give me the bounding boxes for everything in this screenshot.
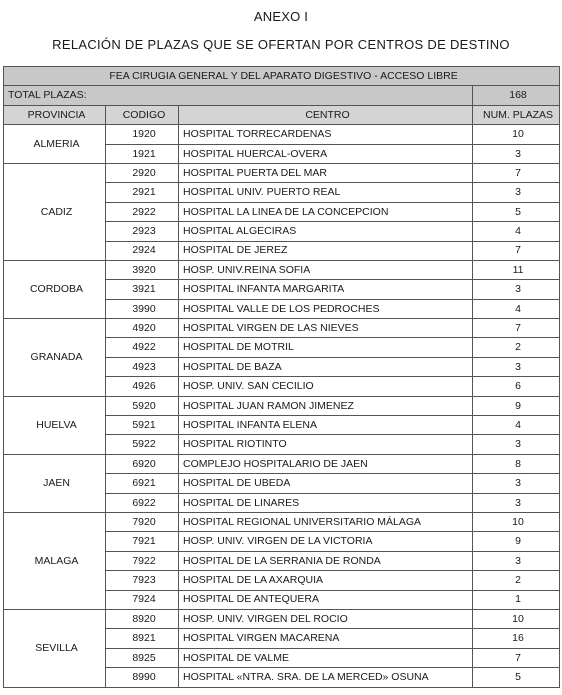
codigo-cell: 7924 <box>106 590 179 609</box>
total-label: TOTAL PLAZAS: <box>4 86 473 105</box>
plazas-cell: 10 <box>473 609 560 628</box>
table-row <box>4 512 560 531</box>
document-title: ANEXO I <box>253 9 309 24</box>
plazas-cell: 3 <box>473 280 560 299</box>
plazas-cell: 9 <box>473 532 560 551</box>
centro-cell: HOSPITAL RIOTINTO <box>179 435 473 454</box>
centro-cell: HOSPITAL VIRGEN DE LAS NIEVES <box>179 319 473 338</box>
table-row <box>4 609 560 628</box>
plazas-cell: 10 <box>473 512 560 531</box>
centro-cell: HOSPITAL PUERTA DEL MAR <box>179 163 473 182</box>
centro-cell: HOSPITAL DE VALME <box>179 648 473 667</box>
centro-cell: HOSPITAL LA LINEA DE LA CONCEPCION <box>179 202 473 221</box>
header-provincia: PROVINCIA <box>4 105 106 124</box>
province-cell: MALAGA <box>4 512 106 609</box>
plazas-cell: 3 <box>473 474 560 493</box>
centro-cell: HOSP. UNIV. SAN CECILIO <box>179 377 473 396</box>
codigo-cell: 2921 <box>106 183 179 202</box>
codigo-cell: 7920 <box>106 512 179 531</box>
codigo-cell: 2924 <box>106 241 179 260</box>
header-centro: CENTRO <box>179 105 473 124</box>
province-cell: GRANADA <box>4 319 106 397</box>
codigo-cell: 7923 <box>106 571 179 590</box>
codigo-cell: 2920 <box>106 163 179 182</box>
centro-cell: HOSP. UNIV. VIRGEN DE LA VICTORIA <box>179 532 473 551</box>
codigo-cell: 5922 <box>106 435 179 454</box>
codigo-cell: 2922 <box>106 202 179 221</box>
header-row <box>4 105 560 124</box>
codigo-cell: 8920 <box>106 609 179 628</box>
codigo-cell: 4926 <box>106 377 179 396</box>
document-subtitle: RELACIÓN DE PLAZAS QUE SE OFERTAN POR CENTROS DE DESTINO <box>52 37 510 52</box>
plazas-cell: 3 <box>473 551 560 570</box>
codigo-cell: 3921 <box>106 280 179 299</box>
plazas-cell: 4 <box>473 299 560 318</box>
province-cell: ALMERIA <box>4 125 106 164</box>
table-banner-row <box>4 67 560 86</box>
table-row <box>4 396 560 415</box>
plazas-cell: 10 <box>473 125 560 144</box>
centro-cell: HOSPITAL REGIONAL UNIVERSITARIO MÁLAGA <box>179 512 473 531</box>
plazas-cell: 9 <box>473 396 560 415</box>
codigo-cell: 4923 <box>106 357 179 376</box>
plazas-cell: 3 <box>473 357 560 376</box>
centro-cell: HOSP. UNIV. VIRGEN DEL ROCIO <box>179 609 473 628</box>
codigo-cell: 5920 <box>106 396 179 415</box>
province-cell: CORDOBA <box>4 260 106 318</box>
plazas-cell: 2 <box>473 338 560 357</box>
plazas-cell: 11 <box>473 260 560 279</box>
province-cell: SEVILLA <box>4 609 106 687</box>
plazas-cell: 5 <box>473 202 560 221</box>
centro-cell: HOSPITAL DE LA SERRANIA DE RONDA <box>179 551 473 570</box>
centro-cell: HOSPITAL DE LINARES <box>179 493 473 512</box>
table-banner: FEA CIRUGIA GENERAL Y DEL APARATO DIGESTIVO - ACCESO LIBRE <box>4 67 560 86</box>
codigo-cell: 8990 <box>106 668 179 687</box>
codigo-cell: 6922 <box>106 493 179 512</box>
province-cell: HUELVA <box>4 396 106 454</box>
centro-cell: HOSPITAL DE ANTEQUERA <box>179 590 473 609</box>
codigo-cell: 7922 <box>106 551 179 570</box>
centro-cell: HOSPITAL UNIV. PUERTO REAL <box>179 183 473 202</box>
centro-cell: HOSPITAL JUAN RAMON JIMENEZ <box>179 396 473 415</box>
codigo-cell: 8921 <box>106 629 179 648</box>
plazas-cell: 1 <box>473 590 560 609</box>
table-row <box>4 163 560 182</box>
centro-cell: HOSPITAL DE BAZA <box>179 357 473 376</box>
plazas-cell: 3 <box>473 493 560 512</box>
codigo-cell: 4922 <box>106 338 179 357</box>
centro-cell: HOSPITAL DE MOTRIL <box>179 338 473 357</box>
province-cell: CADIZ <box>4 163 106 260</box>
codigo-cell: 1921 <box>106 144 179 163</box>
plazas-cell: 5 <box>473 668 560 687</box>
plazas-cell: 3 <box>473 144 560 163</box>
codigo-cell: 2923 <box>106 222 179 241</box>
centro-cell: COMPLEJO HOSPITALARIO DE JAEN <box>179 454 473 473</box>
header-plazas: NUM. PLAZAS <box>473 105 560 124</box>
plazas-cell: 2 <box>473 571 560 590</box>
centro-cell: HOSPITAL VALLE DE LOS PEDROCHES <box>179 299 473 318</box>
plazas-cell: 7 <box>473 163 560 182</box>
centro-cell: HOSPITAL DE JEREZ <box>179 241 473 260</box>
centro-cell: HOSPITAL INFANTA MARGARITA <box>179 280 473 299</box>
codigo-cell: 6921 <box>106 474 179 493</box>
plazas-cell: 4 <box>473 222 560 241</box>
table-row <box>4 125 560 144</box>
codigo-cell: 7921 <box>106 532 179 551</box>
centro-cell: HOSPITAL TORRECARDENAS <box>179 125 473 144</box>
table-row <box>4 319 560 338</box>
plazas-cell: 16 <box>473 629 560 648</box>
table-row <box>4 260 560 279</box>
plazas-cell: 6 <box>473 377 560 396</box>
table-row <box>4 454 560 473</box>
header-codigo: CODIGO <box>106 105 179 124</box>
codigo-cell: 4920 <box>106 319 179 338</box>
centro-cell: HOSPITAL HUERCAL-OVERA <box>179 144 473 163</box>
total-value: 168 <box>473 86 560 105</box>
province-cell: JAEN <box>4 454 106 512</box>
plazas-cell: 7 <box>473 648 560 667</box>
codigo-cell: 1920 <box>106 125 179 144</box>
centro-cell: HOSP. UNIV.REINA SOFIA <box>179 260 473 279</box>
plazas-cell: 3 <box>473 183 560 202</box>
centro-cell: HOSPITAL VIRGEN MACARENA <box>179 629 473 648</box>
centro-cell: HOSPITAL DE UBEDA <box>179 474 473 493</box>
plazas-cell: 4 <box>473 416 560 435</box>
codigo-cell: 6920 <box>106 454 179 473</box>
plazas-cell: 3 <box>473 435 560 454</box>
plazas-table <box>3 66 560 688</box>
plazas-cell: 7 <box>473 319 560 338</box>
centro-cell: HOSPITAL DE LA AXARQUIA <box>179 571 473 590</box>
codigo-cell: 3990 <box>106 299 179 318</box>
centro-cell: HOSPITAL ALGECIRAS <box>179 222 473 241</box>
centro-cell: HOSPITAL «NTRA. SRA. DE LA MERCED» OSUNA <box>179 668 473 687</box>
codigo-cell: 3920 <box>106 260 179 279</box>
codigo-cell: 5921 <box>106 416 179 435</box>
plazas-cell: 7 <box>473 241 560 260</box>
codigo-cell: 8925 <box>106 648 179 667</box>
total-row <box>4 86 560 105</box>
plazas-cell: 8 <box>473 454 560 473</box>
centro-cell: HOSPITAL INFANTA ELENA <box>179 416 473 435</box>
